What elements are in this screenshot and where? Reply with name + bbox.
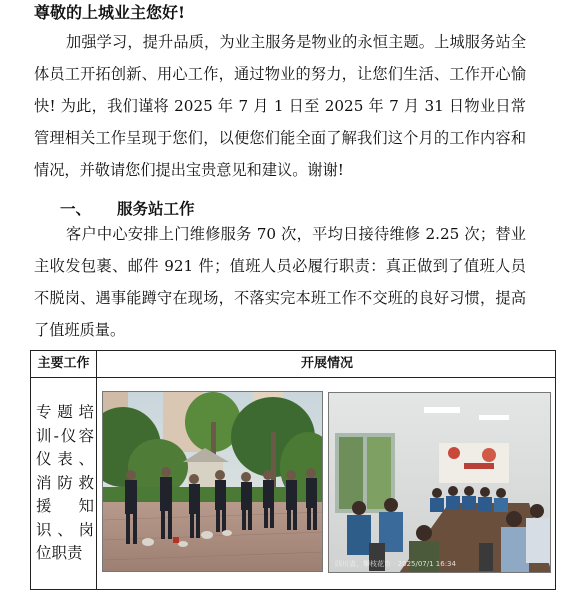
indoor-meeting-photo (328, 392, 551, 573)
outdoor-drill-image (103, 392, 323, 572)
greeting-heading: 尊敬的上城业主您好! (34, 3, 186, 22)
table-header-main-work: 主要工作 (37, 356, 90, 371)
table-header-row (31, 351, 555, 378)
table-header-progress: 开展情况 (300, 356, 353, 371)
section-title: 服务站工作 (117, 199, 195, 218)
section-paragraph: 客户中心安排上门维修服务 70 次，平均日接待维修 2.25 次；替业主收发包裹、邮件 921 件；值班人员必履行职责：真正做到了值班人员不脱岗、遇事能蹲守在现场，不落实完本班工作不交班的良好习惯，提高了值班质量。 (34, 225, 526, 339)
table-column-divider (96, 351, 97, 589)
section-number: 一、 (60, 199, 92, 218)
indoor-meeting-image (329, 393, 551, 573)
intro-paragraph: 加强学习，提升品质，为业主服务是物业的永恒主题。上城服务站全体员工开拓创新、用心工作，通过物业的努力，让您们生活、工作开心愉快! 为此，我们谨将 2025 年 7 月 1 日至 2025 年 7 月 31 日物业日常管理相关工作呈现于您们，以便您们能全面了解我们这个月的工作内容和情况，并敬请您们提出宝贵意见和建议。谢谢! (34, 33, 526, 179)
table-row-topic: 专题培训-仪容仪表、消防救援知识、岗位职责 (36, 403, 94, 562)
photo-timestamp-stamp: 四川省、攀枝花市 · 2025/07/1 16:34 (335, 560, 456, 568)
outdoor-drill-photo (102, 391, 323, 572)
